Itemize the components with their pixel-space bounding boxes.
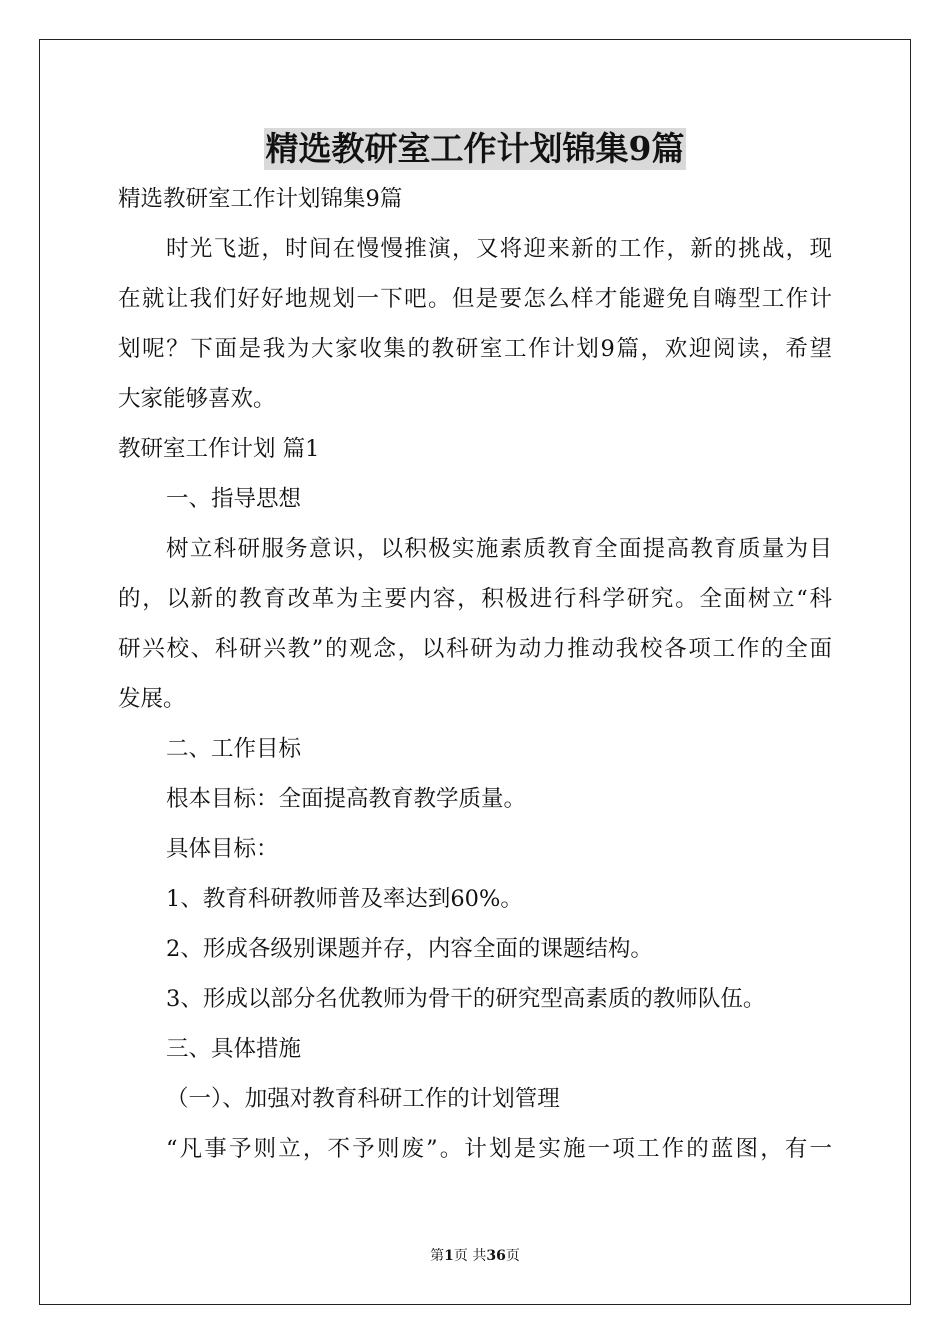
subheading: 一、指导思想	[166, 486, 302, 512]
footer-page-number: 1	[444, 1248, 454, 1264]
footer-mid: 页 共	[453, 1248, 487, 1264]
section-heading: 教研室工作计划 篇1	[118, 436, 320, 462]
subheading: （一）、加强对教育科研工作的计划管理	[166, 1086, 560, 1112]
paragraph-line: 树立科研服务意识，以积极实施素质教育全面提高教育质量为目	[166, 536, 832, 562]
footer-total-pages: 36	[486, 1248, 506, 1264]
subtitle-line: 精选教研室工作计划锦集9篇	[118, 186, 403, 212]
footer-prefix: 第	[430, 1248, 445, 1264]
footer-suffix: 页	[505, 1248, 520, 1264]
subheading: 三、具体措施	[166, 1036, 302, 1062]
list-item: 2、形成各级别课题并存，内容全面的课题结构。	[166, 936, 653, 962]
paragraph-line: 具体目标：	[166, 836, 279, 862]
page-footer	[0, 1246, 950, 1266]
paragraph-line: 大家能够喜欢。	[118, 386, 276, 412]
paragraph-line: 的，以新的教育改革为主要内容，积极进行科学研究。全面树立“科	[118, 586, 832, 612]
list-item: 1、教育科研教师普及率达到60%。	[166, 886, 523, 912]
paragraph-line: 在就让我们好好地规划一下吧。但是要怎么样才能避免自嗨型工作计	[118, 286, 832, 312]
document-title: 精选教研室工作计划锦集9篇	[265, 129, 685, 168]
list-item: 3、形成以部分名优教师为骨干的研究型高素质的教师队伍。	[166, 986, 766, 1012]
paragraph-line: 发展。	[118, 686, 186, 712]
paragraph-line: 研兴校、科研兴教”的观念，以科研为动力推动我校各项工作的全面	[118, 636, 832, 662]
paragraph-line: “凡事予则立，不予则废”。计划是实施一项工作的蓝图，有一	[166, 1136, 832, 1162]
paragraph-line: 划呢？下面是我为大家收集的教研室工作计划9篇，欢迎阅读，希望	[118, 336, 832, 362]
paragraph-line: 时光飞逝，时间在慢慢推演，又将迎来新的工作，新的挑战，现	[166, 236, 832, 262]
title-block	[0, 128, 950, 170]
subheading: 二、工作目标	[166, 736, 302, 762]
page-border	[39, 39, 911, 1305]
paragraph-line: 根本目标：全面提高教育教学质量。	[166, 786, 527, 812]
